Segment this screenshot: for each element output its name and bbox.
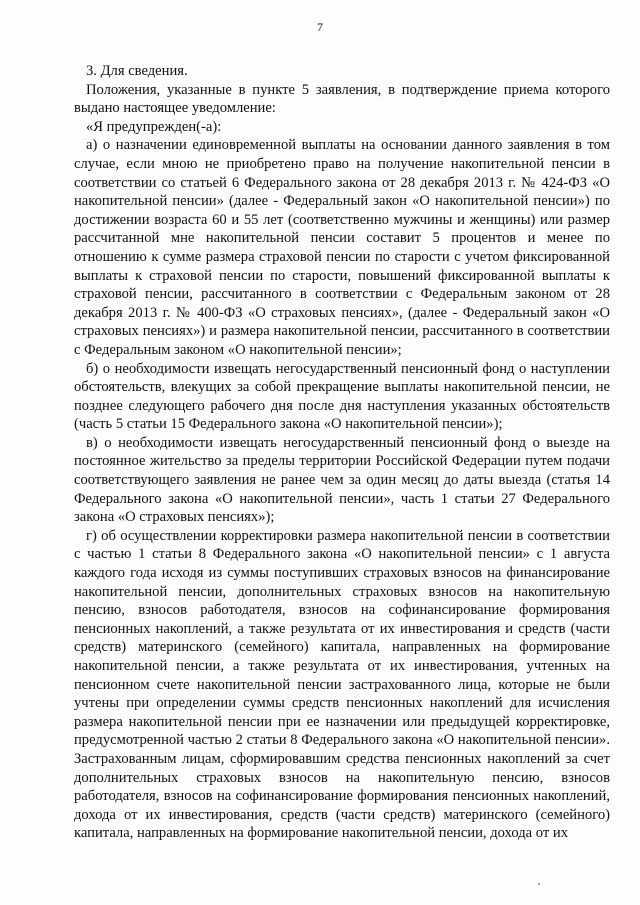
clause-a: а) о назначении единовременной выплаты на основании данного заявления в том случае, если мною не приобретено право на получение накопительной пенсии в соответствии со статьей 6 Федерального закона от 28 декабря 2013 г. № 424-ФЗ «О накопительной пенсии» (далее - Федеральный закон «О накопительной пенсии») по достижении возраста 60 и 55 лет (соответственно мужчины и женщины) или размер рассчитанной мне накопительной пенсии составит 5 процентов и менее по отношению к сумме размера страховой пенсии по старости с учетом фиксированной выплаты к страховой пенсии по старости, повышений фиксированной выплаты к страховой пенсии, рассчитанного в соответствии с Федеральным законом от 28 декабря 2013 г. № 400-ФЗ «О страховых пенсиях», (далее - Федеральный закон «О страховых пенсиях») и размера накопительной пенсии, рассчитанного в соответствии с Федеральным законом «О накопительной пенсии»; (74, 137, 610, 358)
section-heading: 3. Для сведения. (86, 63, 188, 79)
warning-lead: «Я предупрежден(-а): (86, 118, 222, 135)
clause-v: в) о необходимости извещать негосударственный пенсионный фонд о выезде на постоянное жительство за пределы территории Российской Федерации путем подачи соответствующего заявления не ранее чем за один месяц до даты выезда (статья 14 Федерального закона «О накопительной пенсии», часть 1 статьи 27 Федерального закона «О страховых пенсиях»); (74, 434, 610, 526)
clause-b: б) о необходимости извещать негосударственный пенсионный фонд о наступлении обстоятельств, влекущих за собой прекращение выплаты накопительной пенсии, не позднее следующего рабочего дня после дня наступления указанных обстоятельств (часть 5 статьи 15 Федерального закона «О накопительной пенсии»); (74, 360, 610, 433)
document-body (74, 62, 610, 843)
scan-speck (538, 883, 540, 885)
page-number: 7 (317, 20, 323, 34)
intro-paragraph: Положения, указанные в пункте 5 заявления, в подтверждение приема которого выдано настоящее уведомление: (74, 81, 610, 117)
clause-g: г) об осуществлении корректировки размера накопительной пенсии в соответствии с частью 1 статьи 8 Федерального закона «О накопительной пенсии» с 1 августа каждого года исходя из суммы поступивших страховых взносов на финансирование накопительной пенсии, дополнительных страховых взносов на накопительную пенсию, взносов работодателя, взносов на софинансирование формирования пенсионных накоплений, а также результата от их инвестирования и средств (части средств) материнского (семейного) капитала, направленных на формирование накопительной пенсии, а также результата от их инвестирования, учтенных на пенсионном счете накопительной пенсии застрахованного лица, которые не были учтены при определении суммы средств пенсионных накоплений для исчисления размера накопительной пенсии при ее назначении или предыдущей корректировке, предусмотренной частью 2 статьи 8 Федерального закона «О накопительной пенсии». Застрахованным лицам, сформировавшим средства пенсионных накоплений за счет дополнительных страховых взносов на накопительную пенсию, взносов работодателя, взносов на софинансирование формирования пенсионных накоплений, дохода от их инвестирования, средств (части средств) материнского (семейного) капитала, направленных на формирование накопительной пенсии, дохода от их (74, 527, 610, 842)
